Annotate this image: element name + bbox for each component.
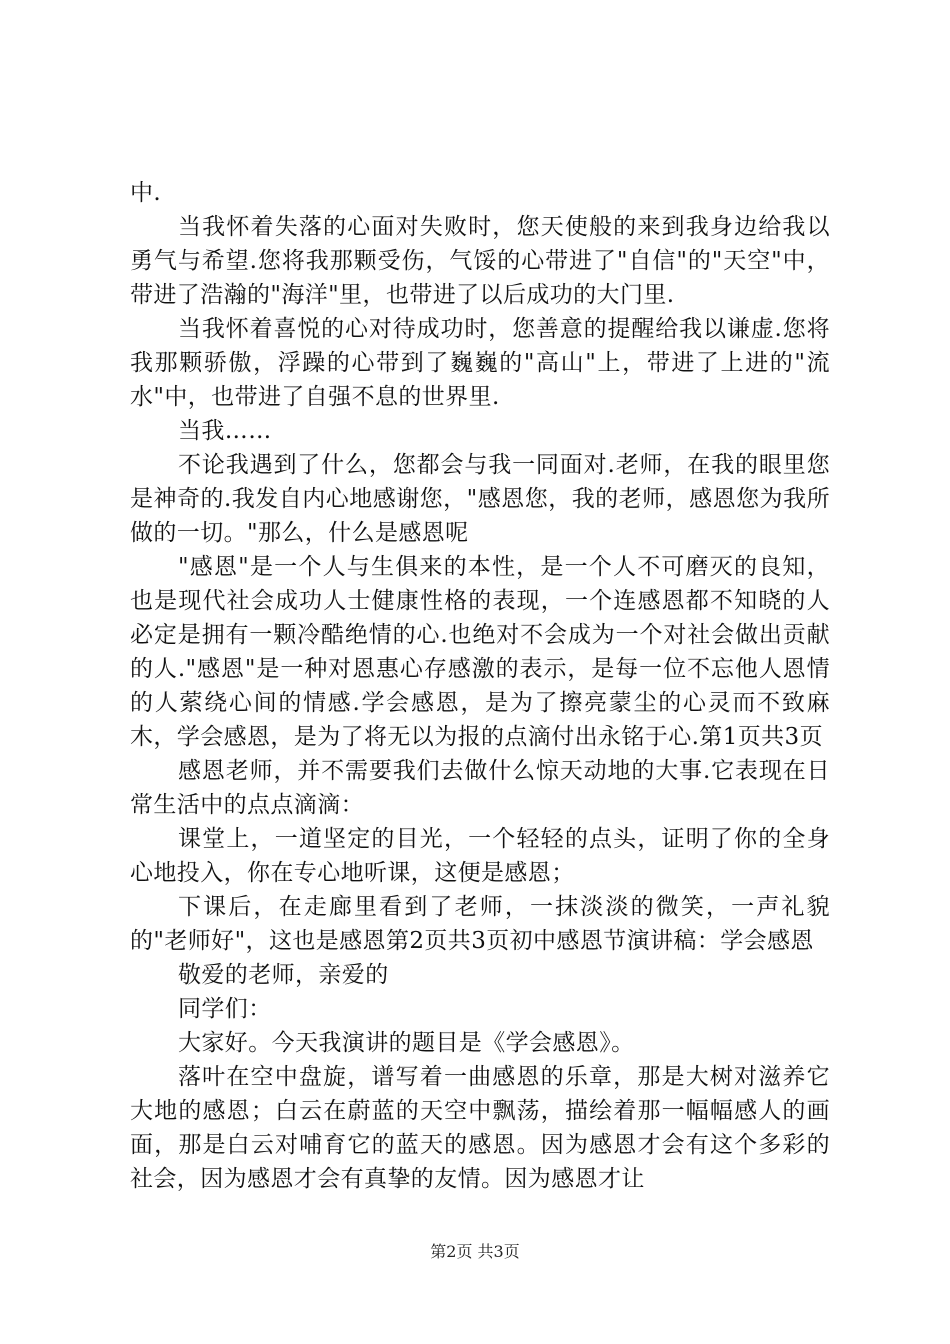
paragraph-13: 落叶在空中盘旋，谱写着一曲感恩的乐章，那是大树对滋养它大地的感恩；白云在蔚蓝的天空中飘荡，描绘着那一幅幅感人的画面，那是白云对哺育它的蓝天的感恩。因为感恩才会有这个多彩的社会，因为感恩才会有真挚的友情。因为感恩才让 [130, 1064, 830, 1192]
paragraph-1: 中. [130, 180, 162, 206]
paragraph-9: 下课后，在走廊里看到了老师，一抹淡淡的微笑，一声礼貌的"老师好"，这也是感恩第2页共3页初中感恩节演讲稿：学会感恩 [130, 894, 830, 954]
paragraph-5: 不论我遇到了什么，您都会与我一同面对.老师，在我的眼里您是神奇的.我发自内心地感谢您，"感恩您，我的老师，感恩您为我所做的一切。"那么，什么是感恩呢 [130, 452, 830, 546]
paragraph-7: 感恩老师，并不需要我们去做什么惊天动地的大事.它表现在日常生活中的点点滴滴： [130, 758, 830, 818]
body-text [130, 176, 830, 1196]
paragraph-8: 课堂上，一道坚定的目光，一个轻轻的点头，证明了你的全身心地投入，你在专心地听课，这便是感恩； [130, 826, 830, 886]
paragraph-10: 敬爱的老师，亲爱的 [178, 962, 389, 988]
paragraph-2: 当我怀着失落的心面对失败时，您天使般的来到我身边给我以勇气与希望.您将我那颗受伤，气馁的心带进了"自信"的"天空"中，带进了浩瀚的"海洋"里，也带进了以后成功的大门里. [130, 214, 830, 308]
paragraph-12: 大家好。今天我演讲的题目是《学会感恩》。 [178, 1030, 635, 1056]
paragraph-11: 同学们： [178, 996, 272, 1022]
paragraph-6: "感恩"是一个人与生俱来的本性，是一个人不可磨灭的良知，也是现代社会成功人士健康性格的表现，一个连感恩都不知晓的人必定是拥有一颗冷酷绝情的心.也绝对不会成为一个对社会做出贡献的人."感恩"是一种对恩惠心存感激的表示，是每一位不忘他人恩情的人萦绕心间的情感.学会感恩，是为了擦亮蒙尘的心灵而不致麻木，学会感恩，是为了将无以为报的点滴付出永铭于心.第1页共3页 [130, 554, 830, 750]
paragraph-3: 当我怀着喜悦的心对待成功时，您善意的提醒给我以谦虚.您将我那颗骄傲，浮躁的心带到了巍巍的"高山"上，带进了上进的"流水"中，也带进了自强不息的世界里. [130, 316, 830, 410]
paragraph-4: 当我…… [178, 418, 272, 444]
page-footer: 第2页 共3页 [430, 1242, 520, 1261]
